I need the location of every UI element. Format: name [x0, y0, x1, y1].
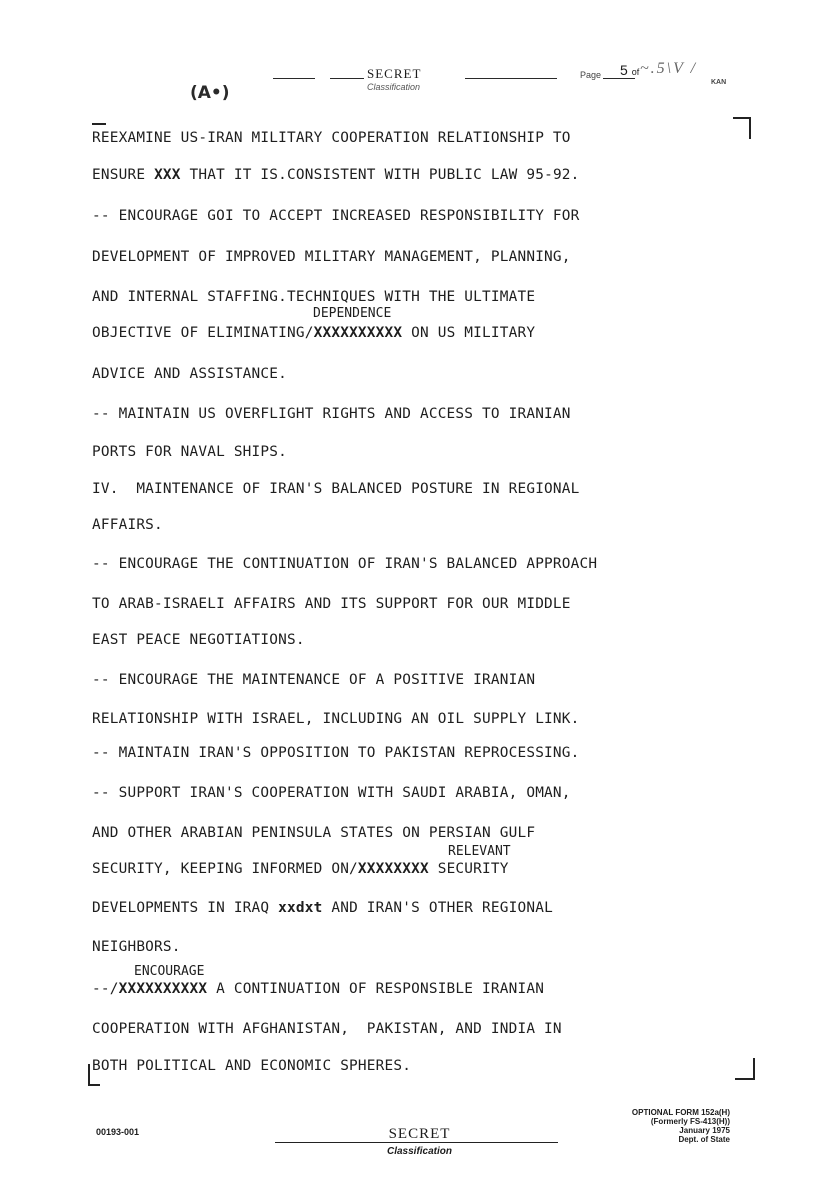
crop-mark-bottom-left-v [88, 1064, 90, 1086]
strikeout: xxdxt [278, 900, 323, 916]
body-line-2: ENSURE XXX THAT IT IS.CONSISTENT WITH PUBLIC LAW 95-92. [92, 167, 580, 183]
body-line-19: AND OTHER ARABIAN PENINSULA STATES ON PERSIAN GULF [92, 825, 536, 841]
header-rule-left-2 [330, 78, 364, 79]
body-line-1: REEXAMINE US-IRAN MILITARY COOPERATION RELATIONSHIP TO [92, 130, 571, 146]
body-line-25: BOTH POLITICAL AND ECONOMIC SPHERES. [92, 1058, 412, 1074]
insertion-relevant: RELEVANT [448, 844, 511, 859]
page-number-rule [603, 78, 635, 79]
body-line-11: AFFAIRS. [92, 517, 163, 533]
body-line-8: -- MAINTAIN US OVERFLIGHT RIGHTS AND ACCESS TO IRANIAN [92, 406, 571, 422]
body-line-3: -- ENCOURAGE GOI TO ACCEPT INCREASED RESPONSIBILITY FOR [92, 208, 580, 224]
footer-form-info: OPTIONAL FORM 152a(H) (Formerly FS-413(H)) January 1975 Dept. of State [631, 1108, 730, 1144]
body-line-9: PORTS FOR NAVAL SHIPS. [92, 444, 288, 460]
body-line-12: -- ENCOURAGE THE CONTINUATION OF IRAN'S BALANCED APPROACH [92, 556, 598, 572]
footer-form-code: 00193-001 [96, 1127, 140, 1137]
header-rule-left [273, 78, 315, 79]
body-line-21: DEVELOPMENTS IN IRAQ xxdxt AND IRAN'S OTHER REGIONAL [92, 900, 553, 916]
strikeout: XXXXXXXX [357, 861, 429, 877]
insertion-encourage: ENCOURAGE [134, 964, 205, 979]
handwritten-stamp: (A•) [190, 83, 230, 103]
body-line-5: AND INTERNAL STAFFING.TECHNIQUES WITH THE ULTIMATE [92, 289, 536, 305]
body-line-17: -- MAINTAIN IRAN'S OPPOSITION TO PAKISTAN REPROCESSING. [92, 745, 580, 761]
footer-classification-label: Classification [386, 1146, 453, 1157]
header-page-total-small: KAN [711, 79, 727, 86]
crop-mark-bottom-right-v [753, 1058, 755, 1080]
body-line-7: ADVICE AND ASSISTANCE. [92, 366, 288, 382]
body-line-20: SECURITY, KEEPING INFORMED ON/XXXXXXXX SECURITY [92, 861, 509, 877]
body-line-4: DEVELOPMENT OF IMPROVED MILITARY MANAGEMENT, PLANNING, [92, 249, 571, 265]
body-line-23: --/XXXXXXXXXX A CONTINUATION OF RESPONSIBLE IRANIAN [92, 981, 545, 997]
body-line-22: NEIGHBORS. [92, 939, 181, 955]
body-line-13: TO ARAB-ISRAELI AFFAIRS AND ITS SUPPORT FOR OUR MIDDLE [92, 596, 571, 612]
crop-mark-bottom-left-h [88, 1084, 100, 1086]
strikeout: XXXXXXXXXX [118, 981, 208, 997]
crop-mark-bottom-right-h [735, 1078, 755, 1080]
header-rule-right [465, 78, 557, 79]
body-line-14: EAST PEACE NEGOTIATIONS. [92, 632, 305, 648]
body-line-16: RELATIONSHIP WITH ISRAEL, INCLUDING AN OIL SUPPLY LINK. [92, 711, 580, 727]
footer-rule [275, 1142, 558, 1143]
body-line-18: -- SUPPORT IRAN'S COOPERATION WITH SAUDI ARABIA, OMAN, [92, 785, 571, 801]
insertion-dependence: DEPENDENCE [313, 306, 392, 321]
header-classification-label: Classification [367, 82, 421, 92]
crop-mark-top-right-v [749, 117, 751, 139]
section-heading-iv: IV. MAINTENANCE OF IRAN'S BALANCED POSTURE IN REGIONAL [92, 481, 580, 497]
crop-mark-top-left [92, 123, 106, 125]
body-line-15: -- ENCOURAGE THE MAINTENANCE OF A POSITIVE IRANIAN [92, 672, 536, 688]
header-page-label: Page [580, 70, 602, 80]
body-line-24: COOPERATION WITH AFGHANISTAN, PAKISTAN, AND INDIA IN [92, 1021, 562, 1037]
strikeout: XXX [154, 167, 181, 183]
footer-classification: SECRET [388, 1126, 451, 1142]
strikeout: XXXXXXXXXX [313, 325, 403, 341]
header-page-total: ~.5\V / [640, 60, 698, 77]
body-line-6: OBJECTIVE OF ELIMINATING/XXXXXXXXXX ON US MILITARY [92, 325, 536, 341]
header-page-number: 5 of [620, 62, 640, 78]
header-classification: SECRET [367, 66, 422, 81]
